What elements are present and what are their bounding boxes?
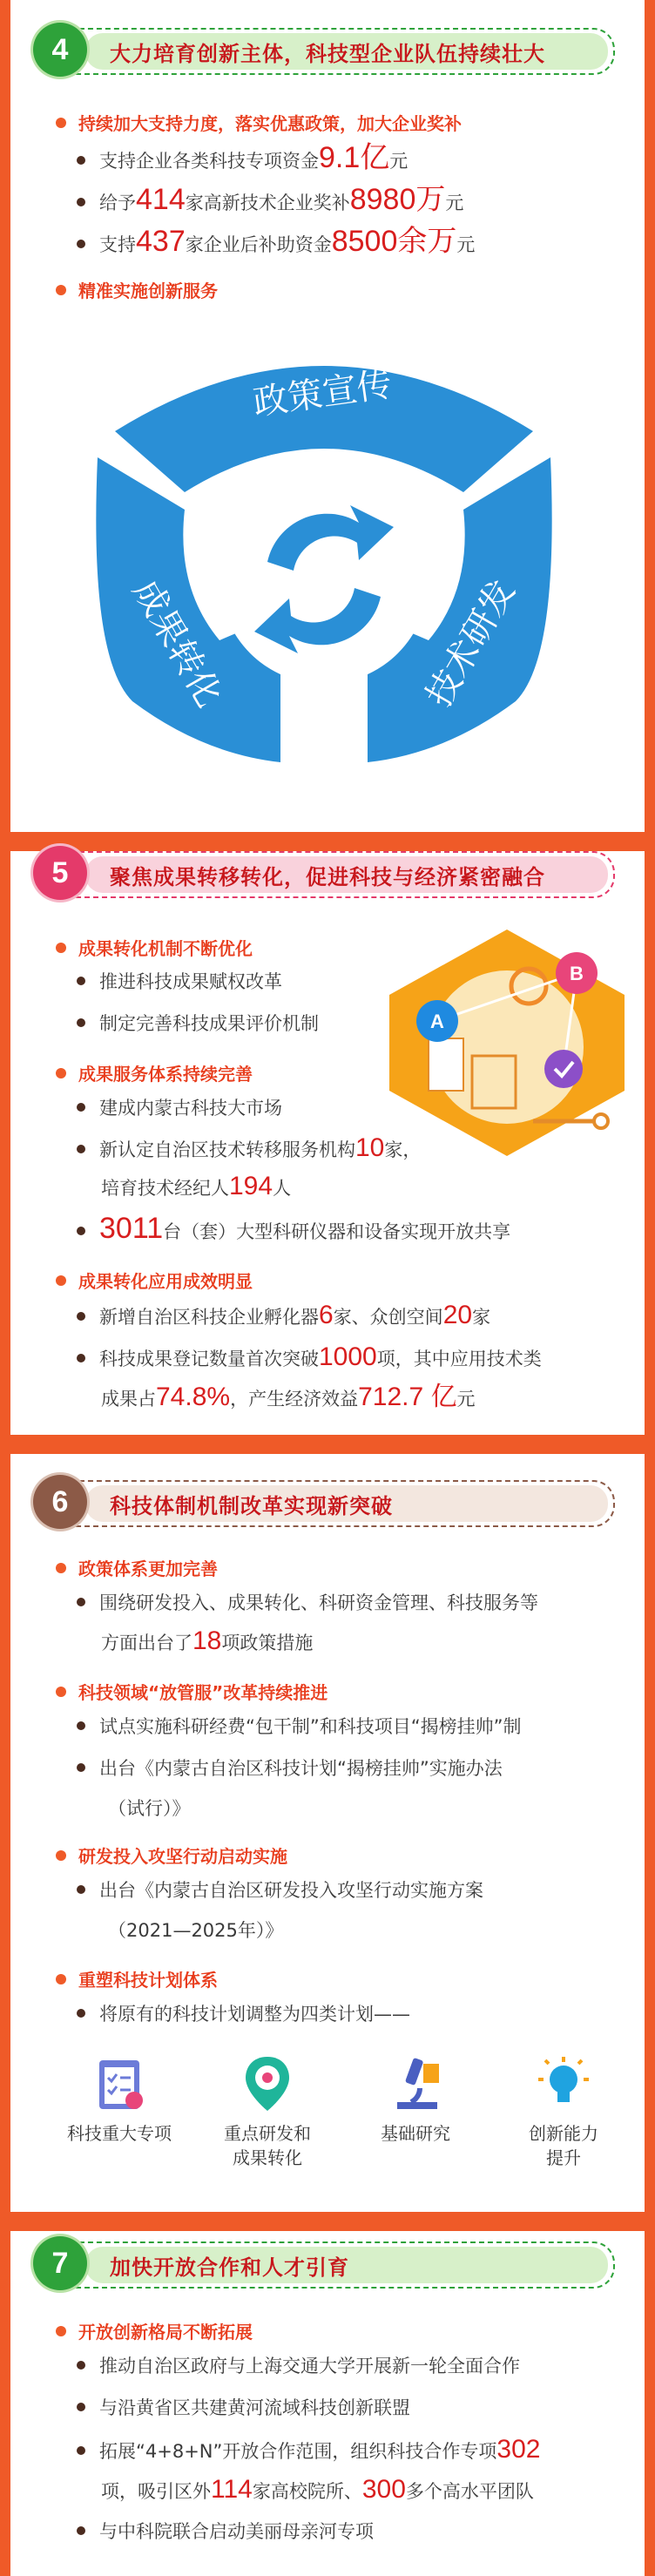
list-item: 建成内蒙古科技大市场 xyxy=(77,1095,282,1121)
location-pin-icon xyxy=(237,2053,298,2114)
check-circle-icon xyxy=(544,1050,583,1088)
list-item: 围绕研发投入、成果转化、科研资金管理、科技服务等 xyxy=(77,1590,538,1616)
list-item-continuation: 成果占74.8%，产生经济效益712.7 亿元 xyxy=(101,1383,476,1411)
list-item: 出台《内蒙古自治区科技计划“揭榜挂帅”实施办法 xyxy=(77,1755,503,1782)
list-item: 科技成果登记数量首次突破1000项，其中应用技术类 xyxy=(77,1344,542,1372)
list-item: 给予414家高新技术企业奖补8980万元 xyxy=(77,186,463,216)
subheading: 研发投入攻坚行动启动实施 xyxy=(56,1842,287,1868)
plan-label: 基础研究 xyxy=(381,2123,450,2144)
plan-major-project xyxy=(54,2053,185,2146)
section-4-banner xyxy=(40,28,615,75)
microscope-icon xyxy=(385,2053,446,2114)
subheading: 开放创新格局不断拓展 xyxy=(56,2318,253,2343)
plan-key-rd xyxy=(202,2053,333,2170)
subheading: 政策体系更加完善 xyxy=(56,1555,218,1580)
list-item: 与中科院联合启动美丽母亲河专项 xyxy=(77,2519,374,2545)
list-item: 出台《内蒙古自治区研发投入攻坚行动实施方案 xyxy=(77,1877,483,1903)
document-icon xyxy=(429,1038,463,1091)
list-item-continuation: 方面出台了18项政策措施 xyxy=(101,1626,314,1655)
section-7-banner xyxy=(40,2241,615,2289)
tech-transfer-illustration xyxy=(376,925,638,1160)
section-separator xyxy=(10,1435,645,1454)
list-item: 支持企业各类科技专项资金9.1亿元 xyxy=(77,145,408,174)
plan-label: 创新能力 xyxy=(529,2123,598,2144)
plan-label: 科技重大专项 xyxy=(67,2123,172,2144)
list-item-continuation: 项，吸引区外114家高校院所、300多个高水平团队 xyxy=(101,2475,534,2504)
diagram-label-left: 成果转化 xyxy=(125,572,230,714)
section-number: 7 xyxy=(33,2236,87,2290)
subheading: 成果服务体系持续完善 xyxy=(56,1060,253,1085)
subheading: 成果转化应用成效明显 xyxy=(56,1268,253,1293)
section-5-banner xyxy=(40,851,615,898)
section-6 xyxy=(10,1454,645,2212)
list-item: 与沿黄省区共建黄河流域科技创新联盟 xyxy=(77,2395,410,2421)
list-item: 新增自治区科技企业孵化器6家、众创空间20家 xyxy=(77,1302,490,1330)
section-number: 6 xyxy=(33,1475,87,1529)
section-separator xyxy=(10,832,645,851)
section-6-banner xyxy=(40,1480,615,1527)
list-item: 3011台（套）大型科研仪器和设备实现开放共享 xyxy=(77,1215,510,1245)
list-item: 推进科技成果赋权改革 xyxy=(77,969,282,995)
node-a-label: A xyxy=(430,1011,444,1032)
section-number: 4 xyxy=(33,23,87,77)
list-item: 新认定自治区技术转移服务机构10家， xyxy=(77,1135,421,1163)
section-7 xyxy=(10,2231,645,2576)
plan-basic-research xyxy=(350,2053,481,2146)
list-item: 推动自治区政府与上海交通大学开展新一轮全面合作 xyxy=(77,2353,520,2379)
plan-innovation-capacity xyxy=(498,2053,629,2170)
list-item-continuation: （试行）》 xyxy=(108,1798,191,1819)
section-4 xyxy=(10,0,645,832)
list-item: 拓展“4+8+N”开放合作范围，组织科技合作专项302 xyxy=(77,2437,540,2464)
section-separator xyxy=(10,2212,645,2231)
lightbulb-icon xyxy=(533,2053,594,2114)
section-title: 加快开放合作和人才引育 xyxy=(110,2255,349,2280)
list-item: 制定完善科技成果评价机制 xyxy=(77,1011,319,1037)
section-number: 5 xyxy=(33,846,87,900)
diagram-center-circle xyxy=(219,475,429,684)
subheading: 重塑科技计划体系 xyxy=(56,1966,218,1991)
section-title: 聚焦成果转移转化，促进科技与经济紧密融合 xyxy=(110,864,545,889)
list-item: 支持437家企业后补助资金8500余万元 xyxy=(77,228,475,258)
plan-label: 成果转化 xyxy=(233,2147,302,2168)
subheading: 成果转化机制不断优化 xyxy=(56,935,253,960)
section-title: 科技体制机制改革实现新突破 xyxy=(110,1493,393,1518)
subheading: 科技领域“放管服”改革持续推进 xyxy=(56,1679,328,1704)
diagram-label-right: 技术研发 xyxy=(418,572,523,714)
list-item-continuation: （2021—2025年）》 xyxy=(108,1920,284,1941)
diagram-label-top: 政策宣传 xyxy=(250,364,395,424)
list-item-continuation: 培育技术经纪人194人 xyxy=(101,1172,292,1200)
list-item: 将原有的科技计划调整为四类计划—— xyxy=(77,2001,410,2027)
innovation-service-diagram xyxy=(80,327,568,784)
clipboard-icon xyxy=(89,2053,150,2114)
node-b-label: B xyxy=(570,963,584,984)
section-5 xyxy=(10,851,645,1435)
list-item: 试点实施科研经费“包干制”和科技项目“揭榜挂帅”制 xyxy=(77,1714,522,1740)
plan-label: 重点研发和 xyxy=(224,2123,311,2144)
section-title: 大力培育创新主体，科技型企业队伍持续壮大 xyxy=(110,41,545,66)
subheading: 持续加大支持力度，落实优惠政策，加大企业奖补 xyxy=(56,110,462,135)
plan-label: 提升 xyxy=(546,2147,581,2168)
subheading: 精准实施创新服务 xyxy=(56,277,218,302)
